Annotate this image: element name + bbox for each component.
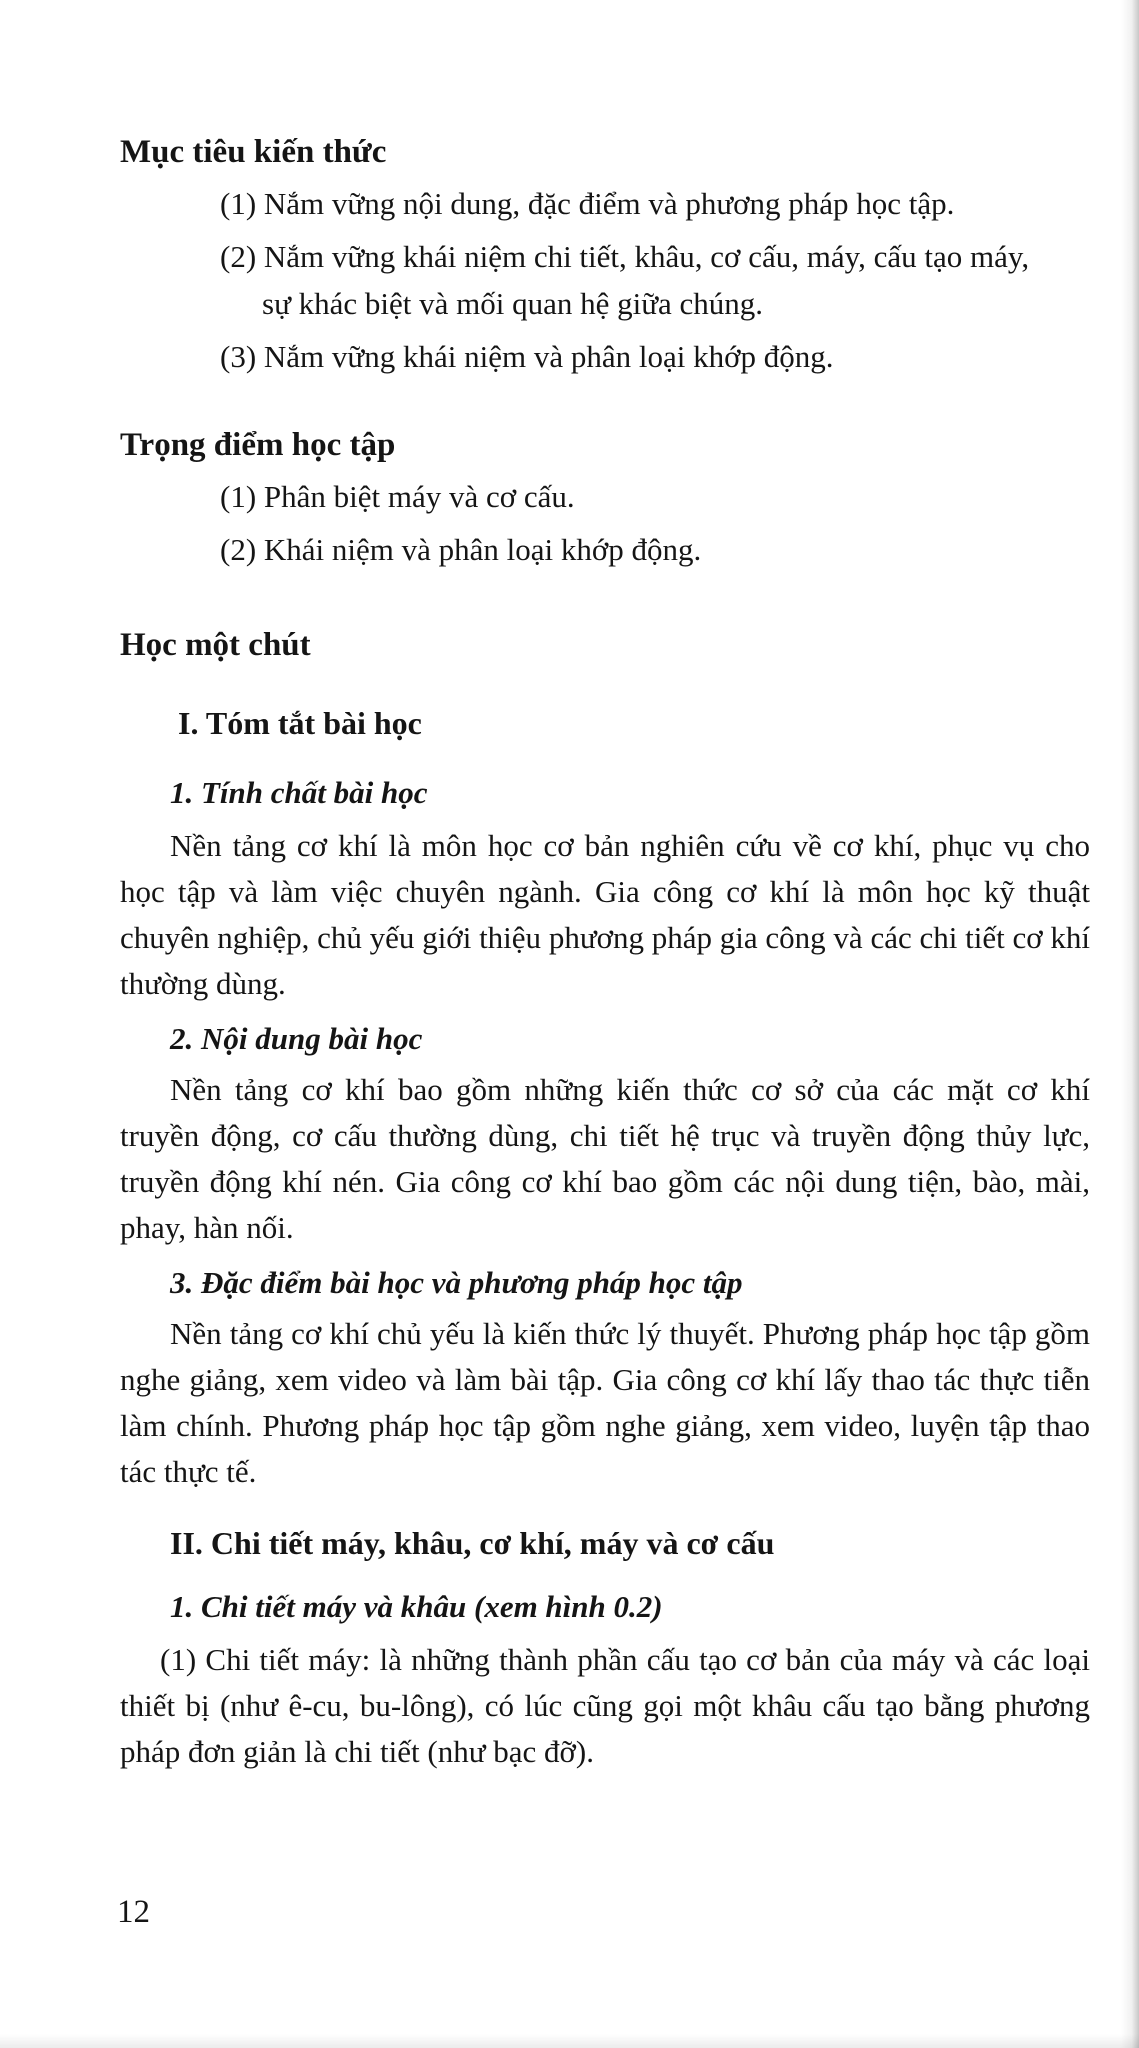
objective-item-2	[120, 233, 1090, 327]
section-1-1-text: Nền tảng cơ khí là môn học cơ bản nghiên cứu về cơ khí, phục vụ cho học tập và làm việc chuyên ngành. Gia công cơ khí là môn học kỹ thuật chuyên nghiệp, chủ yếu giới thiệu phương pháp gia công và các chi tiết cơ khí thường dùng.	[120, 828, 1090, 1001]
section-1-3-title: 3. Đặc điểm bài học và phương pháp học tập	[170, 1265, 743, 1300]
section-1-2-title: 2. Nội dung bài học	[170, 1021, 423, 1056]
objective-item-3: (3) Nắm vững khái niệm và phân loại khớp động.	[220, 339, 834, 374]
study-heading: Học một chút	[120, 627, 311, 663]
key-point-item-2: (2) Khái niệm và phân loại khớp động.	[220, 532, 702, 567]
section-1-1-title: 1. Tính chất bài học	[170, 775, 428, 810]
section-1-2-text: Nền tảng cơ khí bao gồm những kiến thức cơ sở của các mặt cơ khí truyền động, cơ cấu thường dùng, chi tiết hệ trục và truyền động thủy lực, truyền động khí nén. Gia công cơ khí bao gồm các nội dung tiện, bào, mài, phay, hàn nối.	[120, 1072, 1090, 1245]
objectives-heading: Mục tiêu kiến thức	[120, 134, 387, 170]
page-number: 12	[117, 1894, 150, 1930]
key-points-list	[120, 473, 1090, 573]
key-point-item-1: (1) Phân biệt máy và cơ cấu.	[220, 479, 575, 514]
section-2-1-text: (1) Chi tiết máy: là những thành phần cấu tạo cơ bản của máy và các loại thiết bị (như ê-cu, bu-lông), có lúc cũng gọi một khâu cấu tạo bằng phương pháp đơn giản là chi tiết (như bạc đỡ).	[120, 1642, 1090, 1769]
book-page-content	[120, 130, 1090, 1775]
page-bottom-shadow	[0, 2034, 1139, 2048]
objective-item-2-line-2: sự khác biệt và mối quan hệ giữa chúng.	[262, 286, 764, 321]
part-1-heading: I. Tóm tắt bài học	[178, 705, 422, 741]
section-2-1-title: 1. Chi tiết máy và khâu (xem hình 0.2)	[170, 1589, 663, 1624]
part-2-heading: II. Chi tiết máy, khâu, cơ khí, máy và cơ cấu	[170, 1525, 775, 1561]
section-1-3-text: Nền tảng cơ khí chủ yếu là kiến thức lý thuyết. Phương pháp học tập gồm nghe giảng, xem video và làm bài tập. Gia công cơ khí lấy thao tác thực tiễn làm chính. Phương pháp học tập gồm nghe giảng, xem video, luyện tập thao tác thực tế.	[120, 1316, 1090, 1489]
objective-item-1: (1) Nắm vững nội dung, đặc điểm và phương pháp học tập.	[220, 186, 955, 221]
page-edge-shadow	[1121, 0, 1139, 2048]
objectives-list	[120, 180, 1090, 380]
objective-item-2-line-1: (2) Nắm vững khái niệm chi tiết, khâu, cơ cấu, máy, cấu tạo máy,	[220, 239, 1030, 274]
key-points-heading: Trọng điểm học tập	[120, 427, 396, 463]
